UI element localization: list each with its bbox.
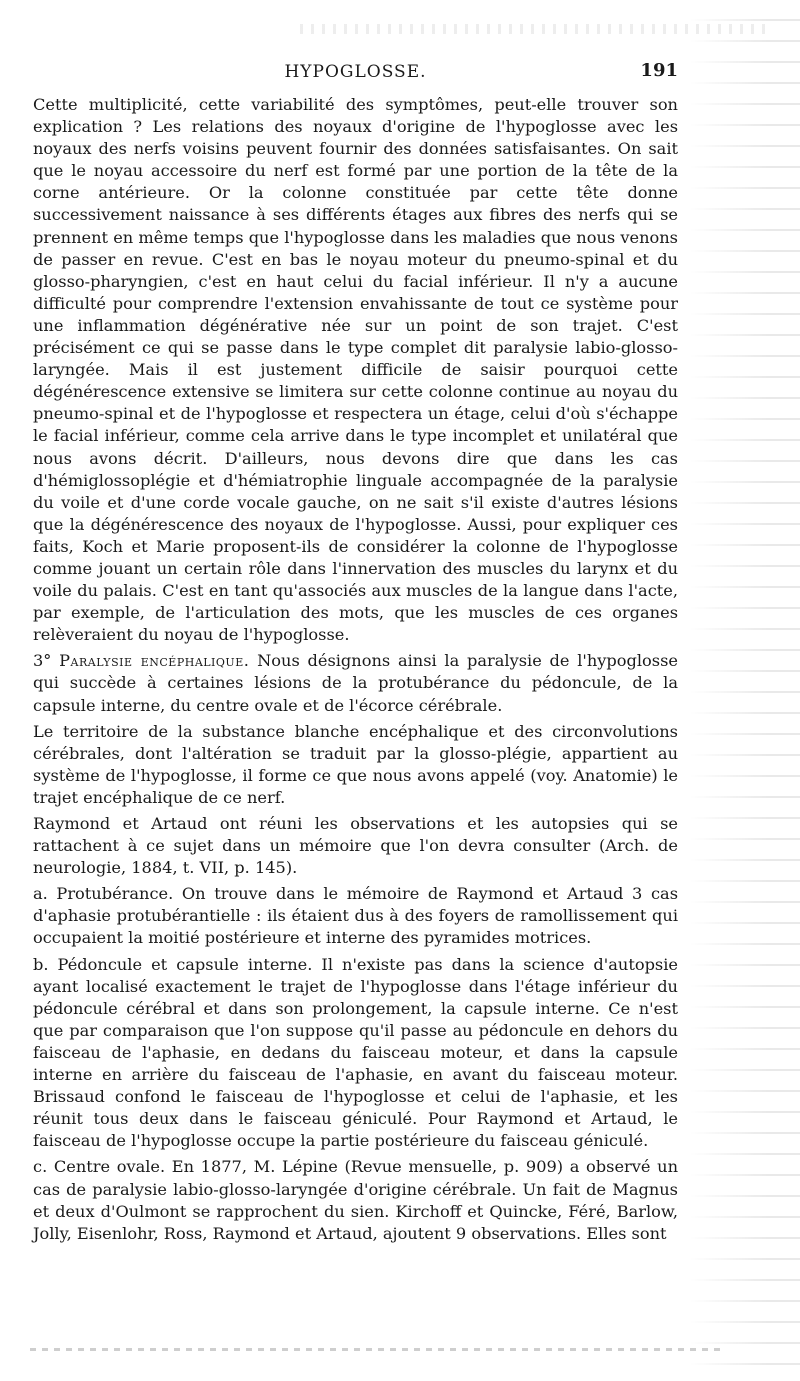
paragraph-7: c. Centre ovale. En 1877, M. Lépine (Revue mensuelle, p. 909) a observé un cas de paralysie labio-glosso-laryngée d'origine cérébrale. Un fait de Magnus et deux d'Oulmont se rapprochent du sien. Kirchoff et Quincke, Féré, Barlow, Jolly, Eisenlohr, Ross, Raymond et Artaud, ajoutent 9 observations. Elles sont xyxy=(33,1157,678,1243)
page-body xyxy=(33,94,678,1245)
document-page xyxy=(33,58,678,1249)
paragraph-5: a. Protubérance. On trouve dans le mémoire de Raymond et Artaud 3 cas d'aphasie protubérantielle : ils étaient dus à des foyers de ramollissement qui occupaient la moitié postérieure et interne des pyramides motrices. xyxy=(33,884,678,948)
paragraph-2-text: Nous désignons ainsi la paralysie de l'hypoglosse qui succède à certaines lésions de la protubérance du pédoncule, de la capsule interne, du centre ovale et de l'écorce cérébrale. xyxy=(33,651,678,715)
paragraph-2 xyxy=(33,650,678,716)
section-heading: Paralysie encéphalique. xyxy=(59,651,250,671)
scan-artifact-bottom xyxy=(30,1348,720,1351)
running-title: HYPOGLOSSE. xyxy=(284,62,427,82)
paragraph-4: Raymond et Artaud ont réuni les observations et les autopsies qui se rattachent à ce sujet dans un mémoire que l'on devra consulter (Arch. de neurologie, 1884, t. VII, p. 145). xyxy=(33,814,678,878)
paragraph-6: b. Pédoncule et capsule interne. Il n'existe pas dans la science d'autopsie ayant localisé exactement le trajet de l'hypoglosse dans l'étage inférieur du pédoncule cérébral et dans son prolongement, la capsule interne. Ce n'est que par comparaison que l'on suppose qu'il passe au pédoncule en dehors du faisceau de l'aphasie, en dedans du faisceau moteur, et dans la capsule interne en arrière du faisceau de l'aphasie, en avant du faisceau moteur. Brissaud confond le faisceau de l'hypoglosse et celui de l'aphasie, et les réunit tous deux dans le faisceau géniculé. Pour Raymond et Artaud, le faisceau de l'hypoglosse occupe la partie postérieure du faisceau géniculé. xyxy=(33,954,678,1151)
paragraph-3: Le territoire de la substance blanche encéphalique et des circonvolutions cérébrales, dont l'altération se traduit par la glosso-plégie, appartient au système de l'hypoglosse, il forme ce que nous avons appelé (voy. Anatomie) le trajet encéphalique de ce nerf. xyxy=(33,721,678,807)
page-number: 191 xyxy=(640,60,678,81)
scan-artifact-right-edge xyxy=(690,0,800,1381)
section-number: 3° xyxy=(33,651,60,671)
paragraph-1: Cette multiplicité, cette variabilité des symptômes, peut-elle trouver son explication ? Les relations des noyaux d'origine de l'hypoglosse avec les noyaux des nerfs voisins peuvent fournir des données satisfaisantes. On sait que le noyau accessoire du nerf est formé par une portion de la tête de la corne antérieure. Or la colonne constituée par cette tête donne successivement naissance à ses différents étages aux fibres des nerfs qui se prennent en même temps que l'hypoglosse dans les maladies que nous venons de passer en revue. C'est en bas le noyau moteur du pneumo-spinal et du glosso-pharyngien, c'est en haut celui du facial inférieur. Il n'y a aucune difficulté pour comprendre l'extension envahissante de tout ce système pour une inflammation dégénérative née sur un point de son trajet. C'est précisément ce qui se passe dans le type complet dit paralysie labio-glosso-laryngée. Mais il est justement difficile de saisir pourquoi cette dégénérescence extensive se limitera sur cette colonne continue au noyau du pneumo-spinal et de l'hypoglosse et respectera un étage, celui d'où s'échappe le facial inférieur, comme cela arrive dans le type incomplet et unilatéral que nous avons décrit. D'ailleurs, nous devons dire que dans les cas d'hémiglossoplégie et d'hémiatrophie linguale accompagnée de la paralysie du voile et d'une corde vocale gauche, on ne sait s'il existe d'autres lésions que la dégénérescence des noyaux de l'hypoglosse. Aussi, pour expliquer ces faits, Koch et Marie proposent-ils de considérer la colonne de l'hypoglosse comme jouant un certain rôle dans l'innervation des muscles du larynx et du voile du palais. C'est en tant qu'associés aux muscles de la langue dans l'acte, par exemple, de l'articulation des mots, que les muscles de ces organes relèveraient du noyau de l'hypoglosse. xyxy=(33,95,678,645)
page-header xyxy=(33,58,678,88)
